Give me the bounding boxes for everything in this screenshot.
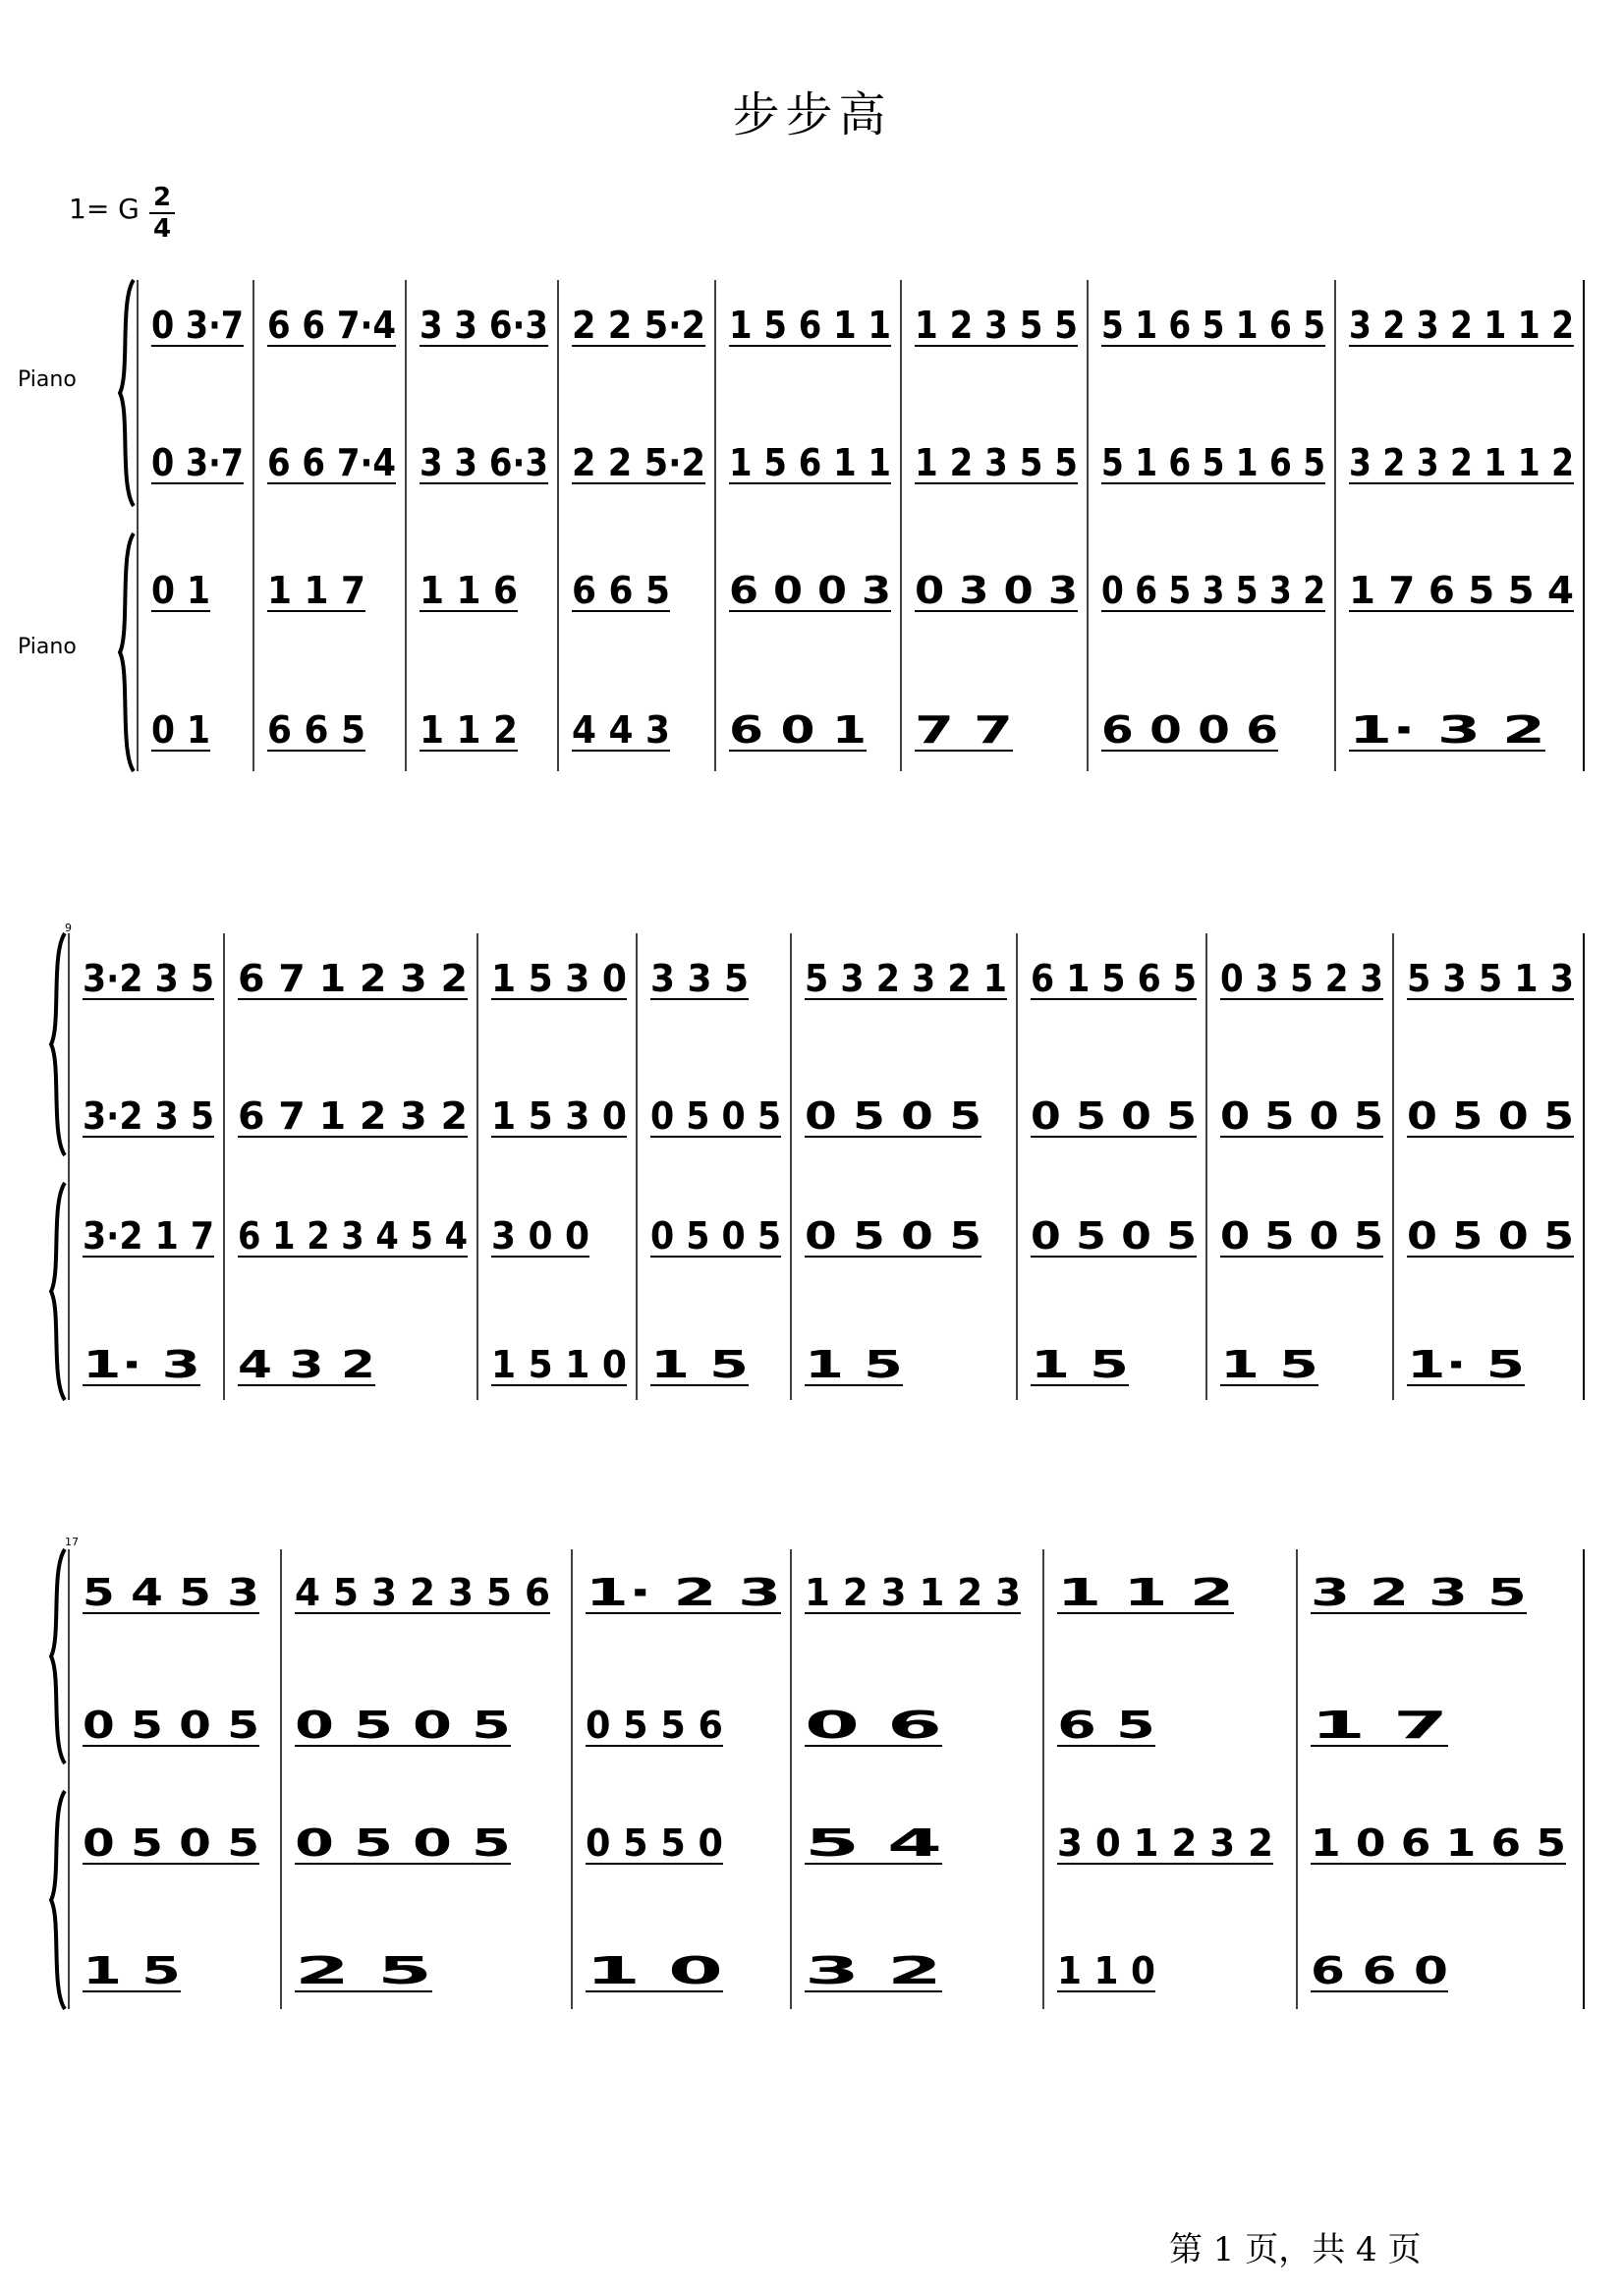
notation-measure: 1 5 (1220, 1343, 1318, 1386)
notation-measure: 0 5 0 5 (1220, 1214, 1383, 1258)
notation-measure: 1 5 3 0 (491, 1094, 627, 1138)
notation-measure: 1 0 6 1 6 5 (1311, 1821, 1566, 1865)
staff-brace (120, 533, 134, 771)
notation-measure: 3 3 5 (650, 957, 749, 1000)
notation-measure: 6 6 7·4 (267, 441, 396, 484)
notation-measure: 0 5 0 5 (1407, 1214, 1574, 1258)
measure-number-9: 9 (65, 922, 72, 934)
notation-measure: 0 5 0 5 (650, 1214, 781, 1258)
notation-measure: 3·2 1 7 (83, 1214, 214, 1258)
notation-measure: 2 2 5·2 (572, 441, 705, 484)
notation-measure: 0 5 0 5 (1031, 1094, 1197, 1138)
notation-measure: 5 3 5 1 3 (1407, 957, 1574, 1000)
staff-brace (51, 1791, 65, 2009)
notation-measure: 0 5 0 5 (650, 1094, 781, 1138)
notation-measure: 2 2 5·2 (572, 304, 705, 347)
notation-measure: 1 0 (586, 1949, 723, 1992)
notation-measure: 5 1 6 5 1 6 5 (1101, 441, 1325, 484)
notation-measure: 3 3 6·3 (420, 304, 548, 347)
notation-measure: 0 3 5 2 3 (1220, 957, 1383, 1000)
notation-measure: 1 5 6 1 1 (729, 304, 891, 347)
notation-measure: 3 0 0 (491, 1214, 589, 1258)
instrument-label-piano-1: Piano (18, 367, 77, 392)
notation-measure: 1· 3 2 (1349, 708, 1545, 752)
notation-measure: 1 7 6 5 5 4 (1349, 569, 1574, 612)
instrument-label-piano-2: Piano (18, 635, 77, 659)
notation-measure: 1 1 0 (1057, 1949, 1155, 1992)
notation-measure: 6 6 7·4 (267, 304, 396, 347)
notation-measure: 1· 3 (83, 1343, 200, 1386)
key-signature: 1= G (69, 193, 140, 225)
notation-measure: 1 5 (650, 1343, 749, 1386)
notation-measure: 0 5 0 5 (1220, 1094, 1383, 1138)
notation-measure: 0 3 0 3 (915, 569, 1078, 612)
notation-measure: 6 7 1 2 3 2 (238, 1094, 468, 1138)
notation-measure: 3·2 3 5 (83, 1094, 214, 1138)
notation-measure: 1 7 (1311, 1704, 1448, 1747)
notation-measure: 5 3 2 3 2 1 (805, 957, 1007, 1000)
notation-measure: 6 1 2 3 4 5 4 (238, 1214, 468, 1258)
notation-measure: 1 5 (1031, 1343, 1129, 1386)
notation-measure: 0 5 0 5 (1407, 1094, 1574, 1138)
notation-measure: 0 1 (151, 708, 210, 752)
notation-measure: 3 2 (805, 1949, 942, 1992)
notation-measure: 0 5 0 5 (295, 1821, 511, 1865)
notation-measure: 0 5 0 5 (805, 1214, 981, 1258)
notation-measure: 5 4 5 3 (83, 1571, 259, 1614)
notation-measure: 6 0 1 (729, 708, 867, 752)
staff-brace (51, 1549, 65, 1763)
notation-measure: 3 2 3 2 1 1 2 (1349, 441, 1574, 484)
notation-measure: 0 5 0 5 (83, 1821, 259, 1865)
staff-brace (51, 933, 65, 1155)
notation-measure: 1 1 2 (1057, 1571, 1234, 1614)
notation-measure: 1 5 1 0 (491, 1343, 627, 1386)
notation-measure: 5 1 6 5 1 6 5 (1101, 304, 1325, 347)
notation-measure: 0 3·7 (151, 441, 244, 484)
notation-measure: 6 0 0 6 (1101, 708, 1278, 752)
staff-brace (120, 280, 134, 506)
notation-measure: 3 2 3 2 1 1 2 (1349, 304, 1574, 347)
notation-measure: 4 5 3 2 3 5 6 (295, 1571, 550, 1614)
notation-measure: 1 5 6 1 1 (729, 441, 891, 484)
notation-measure: 4 3 2 (238, 1343, 375, 1386)
notation-measure: 6 0 0 3 (729, 569, 891, 612)
notation-measure: 0 5 0 5 (1031, 1214, 1197, 1258)
notation-measure: 0 1 (151, 569, 210, 612)
notation-measure: 5 4 (805, 1821, 942, 1865)
time-signature-top: 2 (152, 183, 172, 212)
notation-measure: 1 1 6 (420, 569, 518, 612)
notation-measure: 1 5 (805, 1343, 903, 1386)
notation-measure: 3 2 3 5 (1311, 1571, 1527, 1614)
notation-measure: 0 5 5 0 (586, 1821, 723, 1865)
measure-number-17: 17 (65, 1536, 79, 1548)
notation-measure: 7 7 (915, 708, 1013, 752)
notation-measure: 4 4 3 (572, 708, 670, 752)
notation-measure: 0 5 0 5 (83, 1704, 259, 1747)
notation-measure: 1 5 3 0 (491, 957, 627, 1000)
notation-measure: 1 2 3 5 5 (915, 304, 1078, 347)
notation-measure: 1 2 3 1 2 3 (805, 1571, 1021, 1614)
notation-measure: 6 6 5 (572, 569, 670, 612)
notation-measure: 1 2 3 5 5 (915, 441, 1078, 484)
notation-measure: 1· 5 (1407, 1343, 1525, 1386)
notation-measure: 6 1 5 6 5 (1031, 957, 1197, 1000)
time-signature-bottom: 4 (149, 212, 175, 244)
notation-measure: 6 6 0 (1311, 1949, 1448, 1992)
notation-measure: 0 3·7 (151, 304, 244, 347)
notation-measure: 6 7 1 2 3 2 (238, 957, 468, 1000)
notation-measure: 0 5 0 5 (295, 1704, 511, 1747)
notation-measure: 3 3 6·3 (420, 441, 548, 484)
notation-measure: 6 5 (1057, 1704, 1155, 1747)
notation-measure: 0 6 5 3 5 3 2 (1101, 569, 1325, 612)
notation-measure: 1 5 (83, 1949, 181, 1992)
notation-measure: 3 0 1 2 3 2 (1057, 1821, 1273, 1865)
notation-measure: 3·2 3 5 (83, 957, 214, 1000)
notation-measure: 0 5 5 6 (586, 1704, 723, 1747)
notation-measure: 6 6 5 (267, 708, 365, 752)
page-footer: 第 1 页，共 4 页 (1169, 2230, 1422, 2269)
notation-measure: 0 5 0 5 (805, 1094, 981, 1138)
notation-measure: 2 5 (295, 1949, 432, 1992)
notation-measure: 1 1 2 (420, 708, 518, 752)
staff-brace (51, 1183, 65, 1400)
score-title: 步步高 (732, 87, 892, 142)
notation-measure: 1 1 7 (267, 569, 365, 612)
notation-measure: 0 6 (805, 1704, 942, 1747)
notation-measure: 1· 2 3 (586, 1571, 781, 1614)
